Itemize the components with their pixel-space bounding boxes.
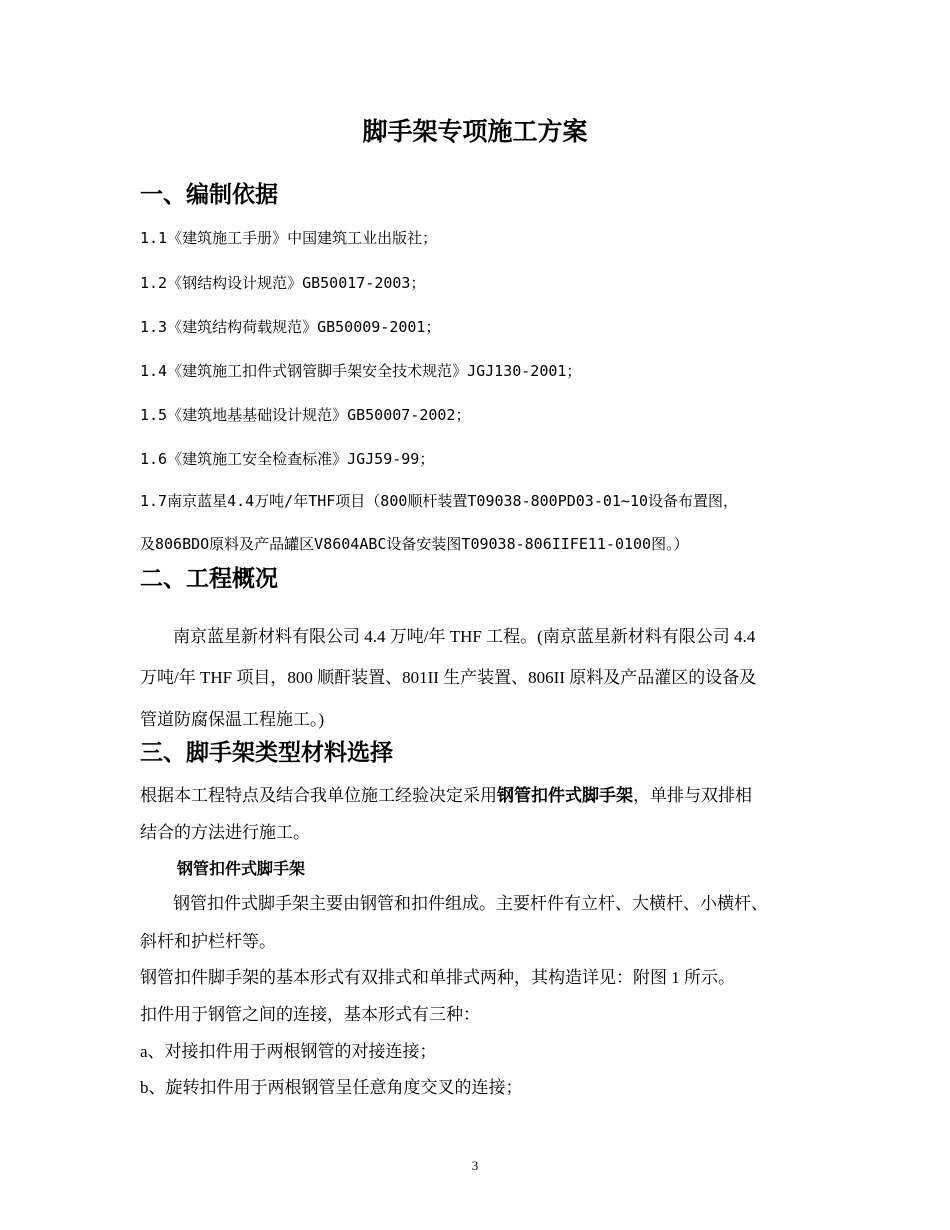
section-3-intro: [140, 781, 752, 806]
overview-line: 万吨/年 THF 项目，800 顺酐装置、801II 生产装置、806II 原料及产品灌区的设备及: [140, 668, 757, 687]
page-number: 3: [471, 1158, 479, 1173]
body-line: 钢管扣件脚手架的基本形式有双排式和单排式两种，其构造详见：附图 1 所示。: [140, 968, 735, 987]
section-1-heading: 一、编制依据: [140, 181, 278, 208]
reference-item: 1.5《建筑地基基础设计规范》GB50007-2002；: [140, 406, 471, 424]
reference-item: 1.7南京蓝星4.4万吨/年THF项目（800顺杆装置T09038-800PD03-01~10设备布置图，: [140, 492, 739, 510]
body-line: b、旋转扣件用于两根钢管呈任意角度交叉的连接；: [140, 1078, 523, 1097]
overview-line: 管道防腐保温工程施工。): [140, 710, 325, 729]
intro-keyword: 钢管扣件式脚手架: [497, 786, 633, 805]
overview-line: 南京蓝星新材料有限公司 4.4 万吨/年 THF 工程。(南京蓝星新材料有限公司 4.4: [173, 627, 756, 646]
intro-text-end: ，单排与双排相: [633, 786, 752, 805]
body-line: 扣件用于钢管之间的连接，基本形式有三种：: [140, 1005, 480, 1024]
reference-item: 1.4《建筑施工扣件式钢管脚手架安全技术规范》JGJ130-2001；: [140, 362, 582, 380]
section-2-heading: 二、工程概况: [140, 565, 278, 592]
reference-item: 及806BDO原料及产品罐区V8604ABC设备安装图T09038-806IIFE11-0100图。）: [140, 535, 689, 553]
body-line: a、对接扣件用于两根钢管的对接连接；: [140, 1042, 437, 1061]
body-line: 斜杆和护栏杆等。: [140, 932, 276, 951]
reference-item: 1.1《建筑施工手册》中国建筑工业出版社；: [140, 229, 438, 247]
reference-item: 1.6《建筑施工安全检查标准》JGJ59-99；: [140, 450, 435, 468]
body-line: 钢管扣件式脚手架主要由钢管和扣件组成。主要杆件有立杆、大横杆、小横杆、: [173, 894, 768, 913]
subheading: 钢管扣件式脚手架: [177, 859, 306, 878]
section-3-intro-line2: 结合的方法进行施工。: [140, 823, 310, 842]
section-3-heading: 三、脚手架类型材料选择: [140, 739, 393, 766]
intro-text: 根据本工程特点及结合我单位施工经验决定采用: [140, 786, 497, 805]
reference-item: 1.2《钢结构设计规范》GB50017-2003；: [140, 274, 426, 292]
document-title: 脚手架专项施工方案: [362, 117, 588, 146]
reference-item: 1.3《建筑结构荷载规范》GB50009-2001；: [140, 318, 441, 336]
